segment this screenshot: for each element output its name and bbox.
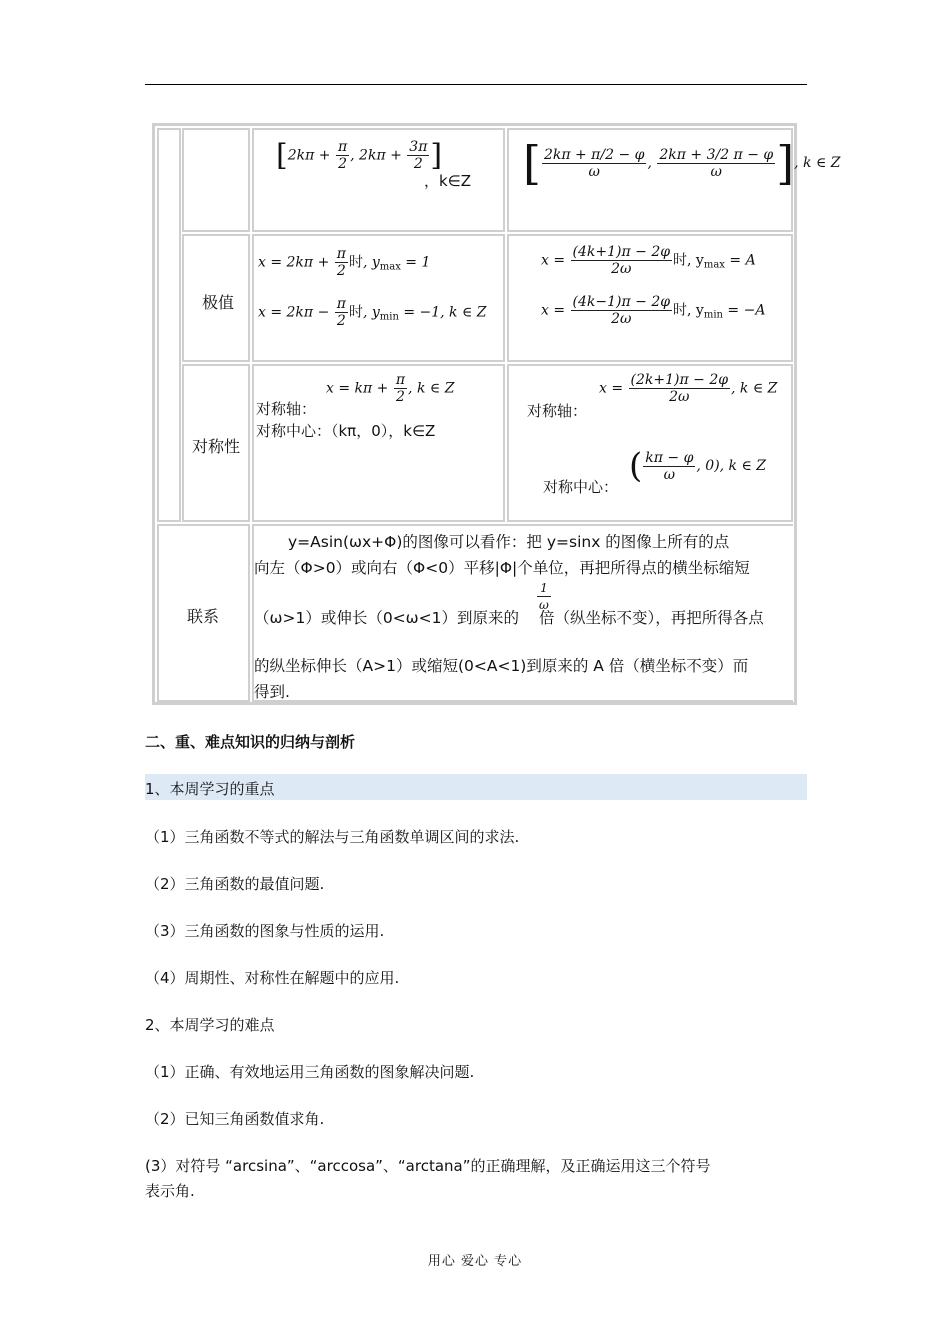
- symmetry-label: 对称性: [192, 437, 241, 456]
- cell-relation: [252, 524, 793, 702]
- row-label-symmetry: [182, 364, 250, 522]
- extreme-label: 极值: [202, 293, 235, 312]
- properties-table: [152, 123, 841, 705]
- relation-label: 联系: [187, 607, 220, 626]
- section-heading: 二、重、难点知识的归纳与剖析: [145, 733, 356, 751]
- key-point-item: （4）周期性、对称性在解题中的应用.: [145, 969, 400, 987]
- interval-right-formula: [ $\frac{2k\pi + \pi/2 - \varphi}{\omega}$ , $\frac{2k\pi + 3/2 \pi - \varphi}{\omega}$ ], k ∈ Z: [523, 136, 841, 190]
- interval-left-suffix: ，k∈Z: [424, 172, 472, 190]
- symmetry-left-axis-label: 对称轴：: [256, 400, 317, 418]
- cell-symmetry-right: [507, 364, 793, 522]
- row-label-extreme: [182, 234, 250, 362]
- extreme-left-min: x = 2kπ − $\frac{\pi}{2}$ 时, $y_{min} = -1$, k ∈ Z: [258, 296, 487, 329]
- page-footer: 用心 爱心 专心: [427, 1254, 523, 1269]
- cell-interval-left: [252, 128, 505, 232]
- key-point-item: （2）三角函数的最值问题.: [145, 875, 325, 893]
- relation-line-2: 向左（Φ>0）或向右（Φ<0）平移|Φ|个单位，再把所得点的横坐标缩短: [254, 559, 750, 577]
- key-point-item: （1）三角函数不等式的解法与三角函数单调区间的求法.: [145, 828, 520, 846]
- row-label-cell: [182, 128, 250, 232]
- relation-line-1: y=Asin(ωx+Φ)的图像可以看作：把 y=sinx 的图像上所有的点: [288, 533, 730, 551]
- relation-line-4: 的纵坐标伸长（A>1）或缩短(0<A<1)到原来的 A 倍（横坐标不变）而: [254, 657, 749, 675]
- cell-interval-right: [507, 128, 841, 232]
- difficult-point-item: （2）已知三角函数值求角.: [145, 1110, 325, 1128]
- relation-fraction: $\frac{1}{\omega}$: [539, 581, 549, 612]
- relation-line-5: 得到.: [254, 683, 290, 701]
- symmetry-right-center-formula: ( $\frac{k\pi - \varphi}{\omega}$ , 0), k ∈ Z: [629, 446, 767, 486]
- subheading-difficult-points: 2、本周学习的难点: [145, 1016, 275, 1034]
- header-rule: [145, 84, 807, 85]
- extreme-right-max: x = $\frac{(4k+1)\pi - 2\varphi}{2\omega}$ 时, $y_{max} = A$: [541, 244, 756, 277]
- cell-extreme-right: [507, 234, 793, 362]
- extreme-right-min: x = $\frac{(4k-1)\pi - 2\varphi}{2\omega}$ 时, $y_{min} = -A$: [541, 294, 766, 327]
- extreme-left-max: x = 2kπ + $\frac{\pi}{2}$ 时, $y_{max} = 1$: [258, 246, 431, 279]
- subheading-key-points: 1、本周学习的重点: [145, 780, 275, 798]
- symmetry-left-center: 对称中心：（kπ，0），k∈Z: [256, 422, 436, 440]
- difficult-point-item: (3）对符号 “arcsina”、“arccosa”、“arctana”的正确理解，及正确运用这三个符号: [145, 1157, 711, 1175]
- key-point-item: （3）三角函数的图象与性质的运用.: [145, 922, 385, 940]
- interval-left-formula: [2kπ + $\frac{\pi}{2}$ , 2kπ + $\frac{3\pi}{2}$ ]: [276, 138, 443, 173]
- symmetry-right-center-label: 对称中心：: [543, 478, 619, 496]
- cell-extreme-left: [252, 234, 505, 362]
- symmetry-right-axis-label: 对称轴：: [527, 402, 588, 420]
- cell-symmetry-left: [252, 364, 505, 522]
- difficult-point-item: （1）正确、有效地运用三角函数的图象解决问题.: [145, 1063, 475, 1081]
- symmetry-right-axis-formula: x = $\frac{(2k+1)\pi - 2\varphi}{2\omega}$ , k ∈ Z: [599, 372, 778, 405]
- symmetry-left-axis-formula: x = kπ + $\frac{\pi}{2}$ , k ∈ Z: [326, 372, 455, 405]
- difficult-point-item: 表示角.: [145, 1182, 195, 1200]
- row-label-relation: [157, 524, 250, 702]
- relation-line-3: （ω>1）或伸长（0<ω<1）到原来的 倍（纵坐标不变），再把所得各点: [254, 609, 764, 627]
- table-left-strip: [157, 128, 181, 522]
